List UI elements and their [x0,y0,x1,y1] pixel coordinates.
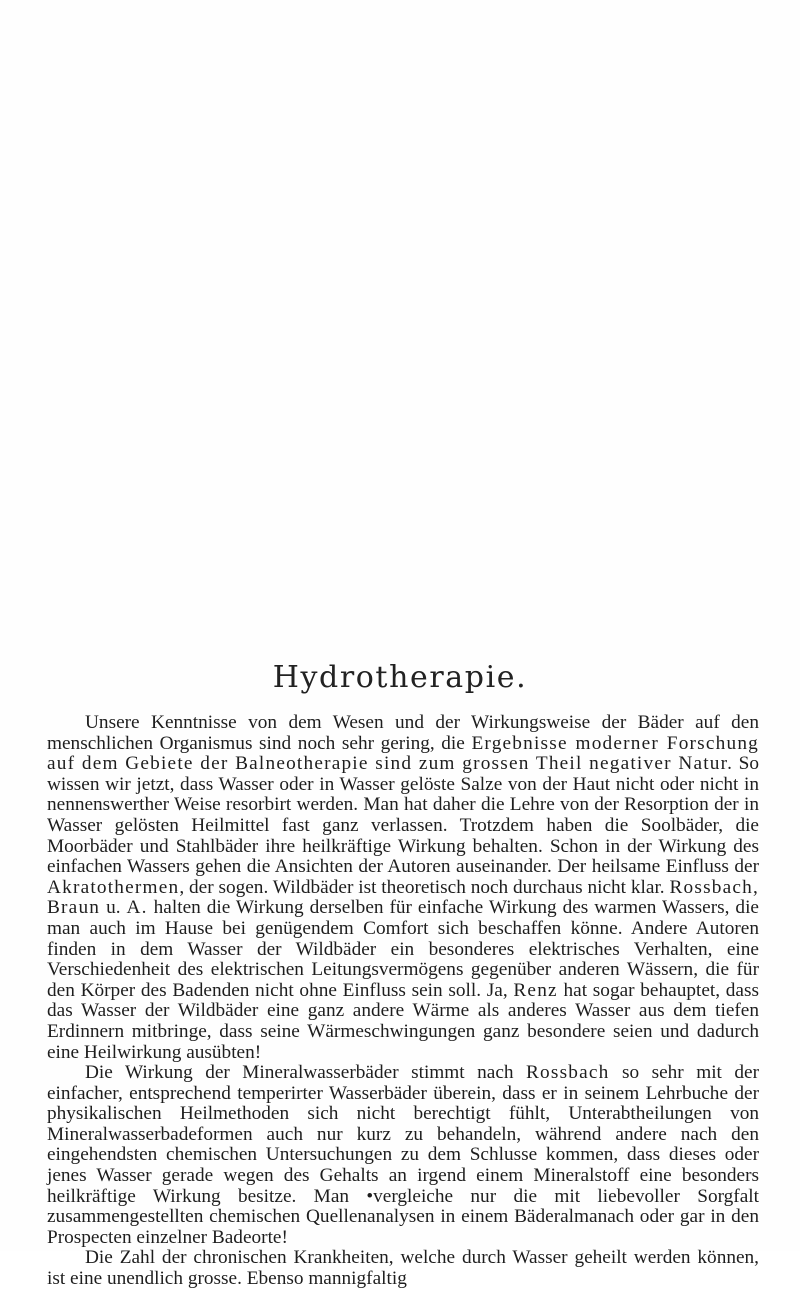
emphasized-text: Akratothermen [47,876,180,898]
paragraph [47,1063,759,1248]
paragraph [47,1248,759,1289]
paragraph [47,713,759,1063]
body-text [47,713,759,1290]
emphasized-text: Rossbach, Braun [47,876,759,919]
text-segment: halten die Wirkung derselben für einfache Wirkung des warmen Wassers, die man auch im Hause bei genügendem Comfort sich beschaffen könne. Andere Autoren finden in dem Wasser der Wildbäder ein besonderes elektrisches Verhalten, eine Verschiedenheit des elektrischen Leitungsvermögens gegenüber anderen Wässern, die für den Körper des Badenden nicht ohne Einfluss sein soll. Ja, [47,897,759,1001]
text-segment: Unsere Kenntnisse von dem Wesen und der Wirkungsweise der Bäder auf den menschlichen Organismus sind noch sehr gering, die [47,712,759,754]
text-segment: u. [100,897,127,919]
emphasized-text: Ergebnisse moderner Forschung auf dem Gebiete der Balneotherapie sind zum grossen Theil negativer Natur. [47,732,759,775]
text-segment: Die Zahl der chronischen Krankheiten, welche durch Wasser geheilt werden können, ist eine unendlich grosse. Ebenso mannigfaltig [47,1247,759,1290]
emphasized-text: Rossbach [526,1062,610,1084]
emphasized-text: Renz [513,979,558,1001]
text-segment: , der sogen. Wildbäder ist theoretisch noch durchaus nicht klar. [179,876,670,898]
emphasized-text: A. [126,897,148,919]
text-segment: hat sogar behauptet, dass das Wasser der Wildbäder eine ganz andere Wärme als anderes Wasser aus dem tiefen Erdinnern mitbringe, dass seine Wärmeschwingungen ganz besondere seien und dadurch eine Heilwirkung ausübten! [47,979,759,1063]
text-segment: so sehr mit der einfacher, entsprechend temperirter Wasserbäder überein, dass er in seinem Lehrbuche der physikalischen Heilmethoden sich nicht berechtigt fühlt, Unterabtheilungen von Mineralwasserbadeformen auch nur kurz zu behandeln, während andere nach den eingehendsten chemischen Untersuchungen zu dem Schlusse kommen, dass dieses oder jenes Wasser gerade wegen des Gehalts an irgend einem Mineralstoff eine besonders heilkräftige Wirkung besitze. Man •vergleiche nur die mit liebevoller Sorgfalt zusammengestellten chemischen Quellenanalysen in einem Bäderalmanach oder gar in den Prospecten einzelner Badeorte! [47,1062,759,1248]
chapter-title: Hydrotherapie. [272,660,528,695]
text-segment: Die Wirkung der Mineralwasserbäder stimmt nach [85,1062,526,1084]
text-segment: So wissen wir jetzt, dass Wasser oder in Wasser gelöste Salze von der Haut nicht oder nicht in nennenswerther Weise resorbirt werden. Man hat daher die Lehre von der Resorption der in Wasser gelösten Heilmittel fast ganz verlassen. Trotzdem haben die Soolbäder, die Moorbäder und Stahlbäder ihre heilkräftige Wirkung behalten. Schon in der Wirkung des einfachen Wassers gehen die Ansichten der Autoren auseinander. Der heilsame Einfluss der [47,753,759,878]
